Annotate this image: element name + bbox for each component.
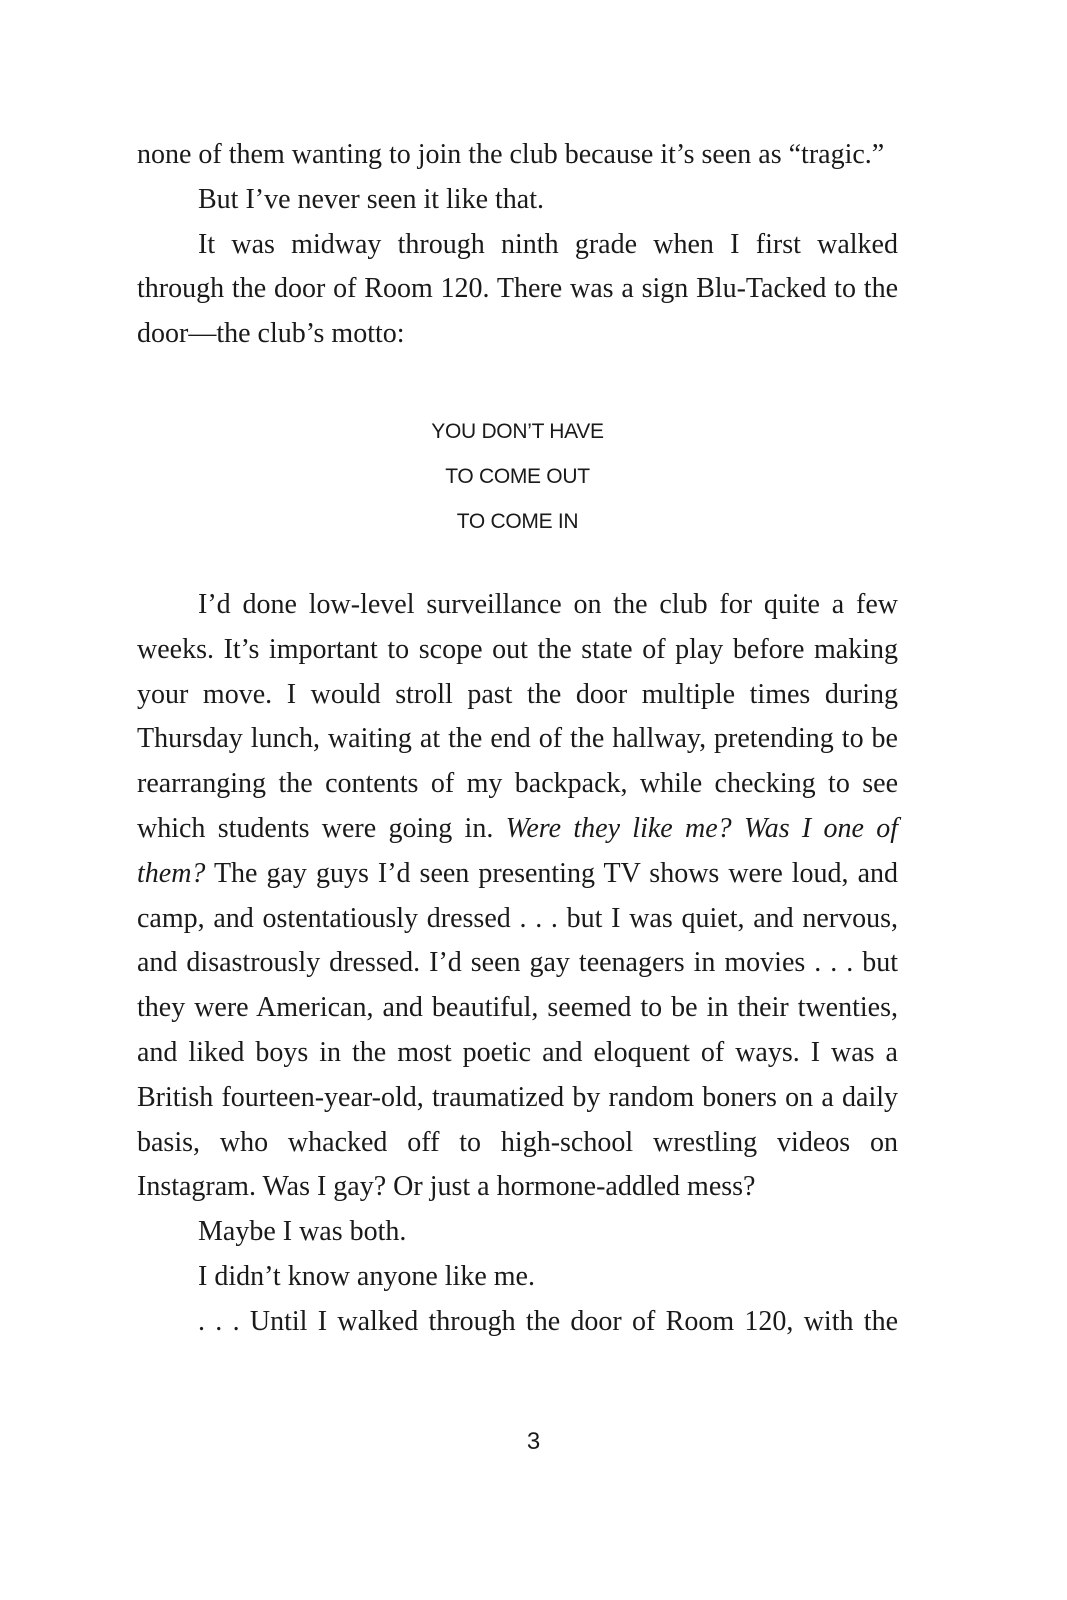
top-text bbox=[137, 133, 898, 357]
club-motto-sign bbox=[137, 409, 898, 544]
page-number: 3 bbox=[526, 1428, 541, 1455]
paragraph-never-seen: But I’ve never seen it like that. bbox=[198, 183, 544, 215]
paragraph-room-120: It was midway through ninth grade when I first walked through the door of Room 120. There was a sign Blu-Tacked to the door—the club’s motto: bbox=[137, 228, 898, 350]
motto-line: YOU DON’T HAVE bbox=[431, 420, 604, 443]
surveillance-text: I’d done low-level surveillance on the club for quite a few weeks. It’s important to scope out the state of play before making your move. I would stroll past the door multiple times during Thursday lunch, waiting at the end of the hallway, pretending to be rearranging the contents of my backpack, while checking to see which students were going in. bbox=[137, 589, 898, 844]
main-text bbox=[137, 583, 898, 1345]
paragraph-surveillance bbox=[137, 583, 898, 1210]
paragraph-until: . . . Until I walked through the door of Room 120, with the bbox=[198, 1305, 898, 1337]
paragraph-continuation: none of them wanting to join the club because it’s seen as “tragic.” bbox=[137, 139, 885, 170]
italic-questions: Were they like me? Was I one of them? bbox=[137, 812, 898, 889]
motto-line: TO COME IN bbox=[456, 510, 579, 533]
paragraph-didnt-know: I didn’t know anyone like me. bbox=[198, 1260, 535, 1292]
paragraph-maybe-both: Maybe I was both. bbox=[198, 1216, 407, 1248]
motto-line: TO COME OUT bbox=[445, 465, 590, 488]
surveillance-text-continued: The gay guys I’d seen presenting TV shows were loud, and camp, and ostentatiously dressed . . . but I was quiet, and nervous, and disastrously dressed. I’d seen gay teenagers in movies . . . but they were American, and beautiful, seemed to be in their twenties, and liked boys in the most poetic and eloquent of ways. I was a British fourteen-year-old, traumatized by random boners on a daily basis, who whacked off to high-school wrestling videos on Instagram. Was I gay? Or just a hormone-addled mess? bbox=[137, 857, 898, 1203]
